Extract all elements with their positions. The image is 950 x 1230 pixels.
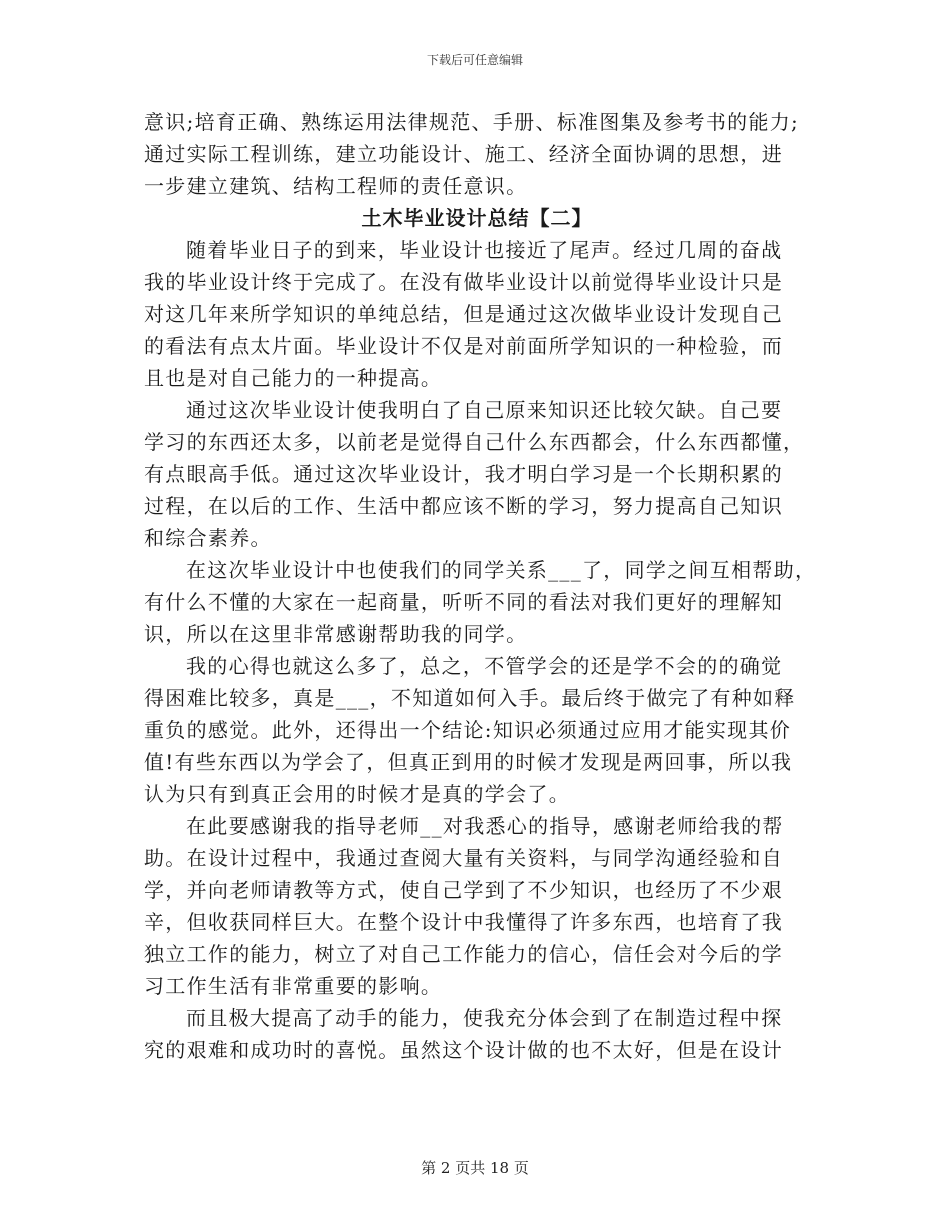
- paragraph-line: 学，并向老师请教等方式，使自己学到了不少知识，也经历了不少艰: [144, 878, 783, 902]
- paragraph-line: 得困难比较多，真是___，不知道如何入手。最后终于做完了有种如释: [144, 686, 796, 710]
- paragraph-line: 在这次毕业设计中也使我们的同学关系___了，同学之间互相帮助，: [186, 558, 817, 582]
- paragraph-line: 重负的感觉。此外，还得出一个结论:知识必须通过应用才能实现其价: [144, 718, 792, 742]
- paragraph-line: 有点眼高手低。通过这次毕业设计，我才明白学习是一个长期积累的: [144, 462, 783, 486]
- paragraph-line: 我的心得也就这么多了，总之，不管学会的还是学不会的的确觉: [186, 654, 783, 678]
- paragraph-line: 值!有些东西以为学会了，但真正到用的时候才发现是两回事，所以我: [144, 750, 793, 774]
- paragraph-line: 和综合素养。: [144, 526, 272, 550]
- document-body: [144, 106, 817, 1066]
- paragraph-line: 识，所以在这里非常感谢帮助我的同学。: [144, 622, 528, 646]
- paragraph-line: 的看法有点太片面。毕业设计不仅是对前面所学知识的一种检验，而: [144, 334, 783, 358]
- paragraph-line: 通过这次毕业设计使我明白了自己原来知识还比较欠缺。自己要: [186, 398, 783, 422]
- paragraph-line: 一步建立建筑、结构工程师的责任意识。: [144, 174, 528, 198]
- paragraph-line: 随着毕业日子的到来，毕业设计也接近了尾声。经过几周的奋战: [186, 238, 783, 262]
- paragraph-line: 究的艰难和成功时的喜悦。虽然这个设计做的也不太好，但是在设计: [144, 1038, 783, 1062]
- paragraph-line: 有什么不懂的大家在一起商量，听听不同的看法对我们更好的理解知: [144, 590, 783, 614]
- paragraph-line: 过程，在以后的工作、生活中都应该不断的学习，努力提高自己知识: [144, 494, 783, 518]
- paragraph-line: 而且极大提高了动手的能力，使我充分体会到了在制造过程中探: [186, 1006, 783, 1030]
- paragraph-line: 在此要感谢我的指导老师__对我悉心的指导，感谢老师给我的帮: [186, 814, 784, 838]
- paragraph-line: 对这几年来所学知识的单纯总结，但是通过这次做毕业设计发现自己: [144, 302, 783, 326]
- paragraph-line: 通过实际工程训练，建立功能设计、施工、经济全面协调的思想，进: [144, 142, 783, 166]
- paragraph-line: 独立工作的能力，树立了对自己工作能力的信心，信任会对今后的学: [144, 942, 783, 966]
- paragraph-line: 认为只有到真正会用的时候才是真的学会了。: [144, 782, 570, 806]
- page-header: 下载后可任意编辑: [426, 53, 523, 67]
- paragraph-line: 助。在设计过程中，我通过查阅大量有关资料，与同学沟通经验和自: [144, 846, 783, 870]
- paragraph-line: 意识;培育正确、熟练运用法律规范、手册、标准图集及参考书的能力;: [144, 110, 800, 134]
- paragraph-line: 习工作生活有非常重要的影响。: [144, 974, 443, 998]
- paragraph-line: 辛，但收获同样巨大。在整个设计中我懂得了许多东西，也培育了我: [144, 910, 783, 934]
- section-title: 土木毕业设计总结【二】: [361, 206, 593, 230]
- paragraph-line: 学习的东西还太多，以前老是觉得自己什么东西都会，什么东西都懂，: [144, 430, 805, 454]
- paragraph-line: 且也是对自己能力的一种提高。: [144, 366, 443, 390]
- page-footer: 第 2 页共 18 页: [421, 1159, 529, 1177]
- paragraph-line: 我的毕业设计终于完成了。在没有做毕业设计以前觉得毕业设计只是: [144, 270, 783, 294]
